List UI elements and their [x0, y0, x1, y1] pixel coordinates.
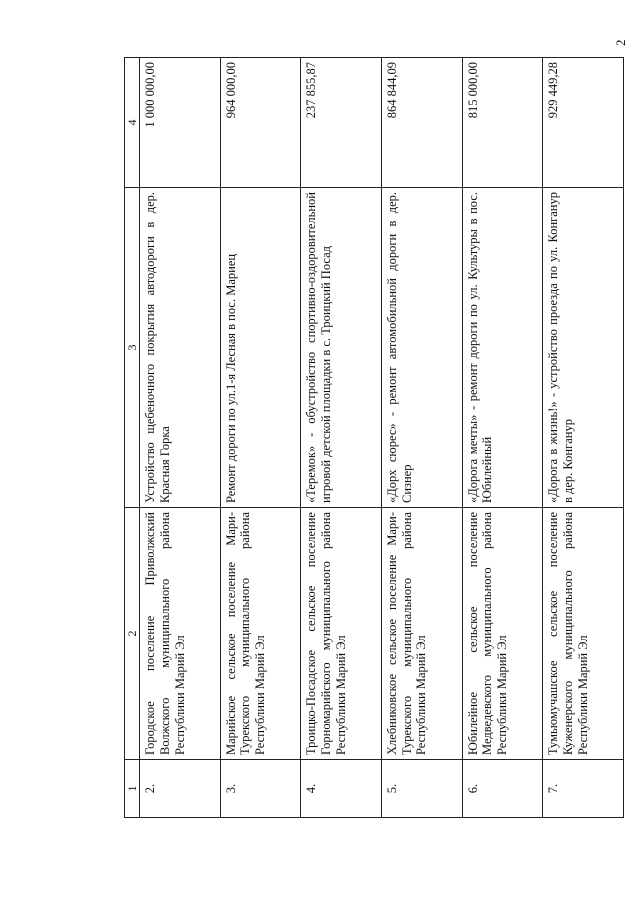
amount: 1 000 000,00 — [140, 58, 221, 188]
header-cell-4: 4 — [125, 58, 140, 188]
amount: 237 855,87 — [301, 58, 382, 188]
amount: 964 000,00 — [220, 58, 301, 188]
project-description: Ремонт дороги по ул.1-я Лесная в пос. Мариец — [220, 188, 301, 508]
table-row — [462, 58, 543, 818]
row-number: 3. — [220, 760, 301, 818]
settlement-name: Тумьюмучашское сельское поселение Куженерского муниципального района Республики Марий Эл — [543, 508, 624, 760]
table-row — [381, 58, 462, 818]
project-description: «Дорога в жизнь!» - устройство проезда по ул. Конганур в дер. Конганур — [543, 188, 624, 508]
rotated-table-container — [124, 58, 624, 818]
amount: 864 844,09 — [381, 58, 462, 188]
row-number: 5. — [381, 760, 462, 818]
table-row — [301, 58, 382, 818]
project-description: «Дорога мечты» - ремонт дороги по ул. Культуры в пос. Юбилейный — [462, 188, 543, 508]
amount: 815 000,00 — [462, 58, 543, 188]
header-cell-3: 3 — [125, 188, 140, 508]
table-row — [220, 58, 301, 818]
row-number: 2. — [140, 760, 221, 818]
grants-table — [124, 57, 624, 818]
row-number: 4. — [301, 760, 382, 818]
row-number: 7. — [543, 760, 624, 818]
settlement-name: Хлебниковское сельское поселение Мари-Турекского муниципального района Республики Марий Эл — [381, 508, 462, 760]
project-description: «Дорх сюрес» - ремонт автомобильной дороги в дер. Сизнер — [381, 188, 462, 508]
table-row — [140, 58, 221, 818]
settlement-name: Юбилейное сельское поселение Медведевского муниципального района Республики Марий Эл — [462, 508, 543, 760]
amount: 929 449,28 — [543, 58, 624, 188]
row-number: 6. — [462, 760, 543, 818]
settlement-name: Троицко-Посадское сельское поселение Горномарийского муниципального района Республики Марий Эл — [301, 508, 382, 760]
page-number: 2 — [613, 39, 628, 46]
project-description: «Теремок» - обустройство спортивно-оздоровительной игровой детской площадки в с. Троицкий Посад — [301, 188, 382, 508]
table-row — [543, 58, 624, 818]
project-description: Устройство щебеночного покрытия автодороги в дер. Красная Горка — [140, 188, 221, 508]
header-cell-1: 1 — [125, 760, 140, 818]
header-row — [125, 58, 140, 818]
header-cell-2: 2 — [125, 508, 140, 760]
settlement-name: Городское поселение Приволжский Волжского муниципального района Республики Марий Эл — [140, 508, 221, 760]
settlement-name: Марийское сельское поселение Мари-Турекского муниципального района Республики Марий Эл — [220, 508, 301, 760]
